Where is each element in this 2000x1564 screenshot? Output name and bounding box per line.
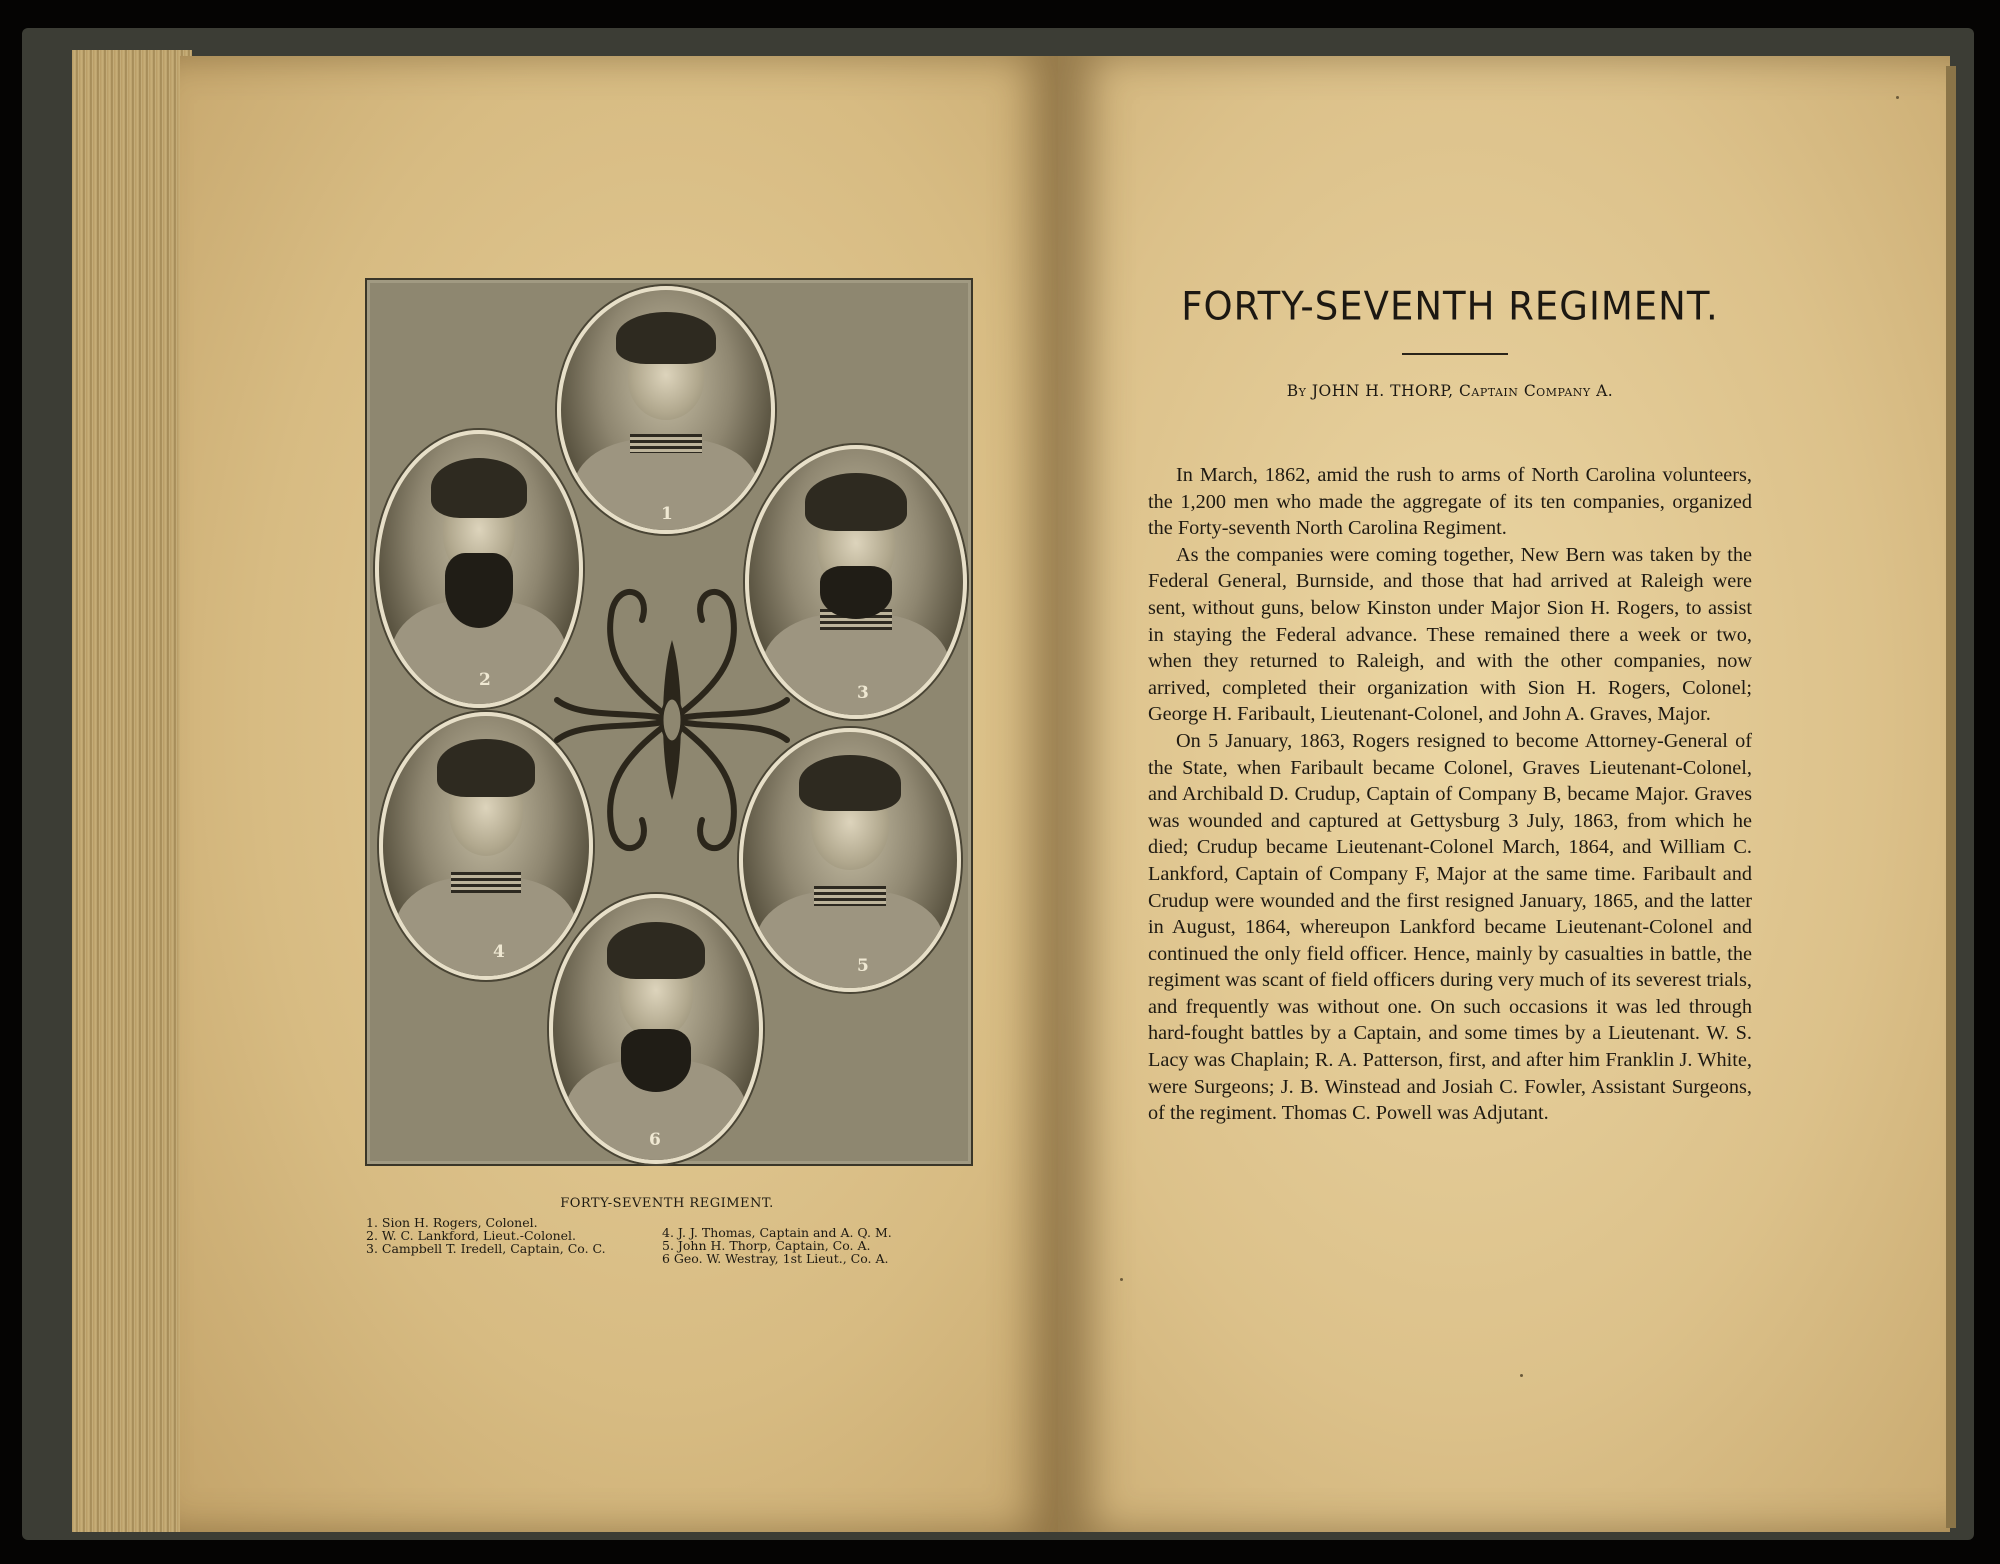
- portrait-plate: [365, 278, 973, 1166]
- portrait-number-2: 2: [479, 670, 491, 690]
- portrait-number-5: 5: [857, 956, 869, 976]
- portrait-number-3: 3: [857, 683, 869, 703]
- paper-speck: [1120, 1278, 1123, 1281]
- scroll-ornament: [542, 570, 802, 870]
- paragraph: On 5 January, 1863, Rogers resigned to become Attorney-General of the State, when Faribault became Colonel, Graves Lieutenant-Colonel, and Archibald D. Crudup, Captain of Company B, became Major. Graves was wounded and captured at Gettysburg 3 July, 1863, from which he died; Crudup became Lieutenant-Colonel March, 1864, and William C. Lankford, Captain of Company F, Major at the same time. Faribault and Crudup were wounded and the first resigned January, 1865, and the latter in August, 1864, whereupon Lankford became Lieutenant-Colonel and continued the only field officer. Hence, mainly by casualties in battle, the regiment was scant of field officers during very much of its severest trials, and frequently was without one. On such occasions it was led through hard-fought battles by a Captain, and some times by a Lieutenant. W. S. Lacy was Chaplain; R. A. Patterson, first, and after him Franklin J. White, were Surgeons; J. B. Winstead and Josiah C. Fowler, Assistant Surgeons, of the regiment. Thomas C. Powell was Adjutant.: [1148, 729, 1752, 1125]
- title-rule: [1402, 353, 1508, 355]
- portrait-number-1: 1: [661, 504, 673, 524]
- right-page-edge: [1946, 66, 1956, 1528]
- paper-speck: [1896, 96, 1899, 99]
- paper-speck: [1520, 1374, 1523, 1377]
- byline-role: Captain Company A.: [1459, 382, 1614, 400]
- legend-entry: 5. John H. Thorp, Captain, Co. A.: [662, 1238, 871, 1253]
- legend-entry: 3. Campbell T. Iredell, Captain, Co. C.: [366, 1241, 606, 1256]
- body-text: [1148, 462, 1752, 1127]
- legend-entry: 1. Sion H. Rogers, Colonel.: [366, 1215, 538, 1230]
- legend-entry: 2. W. C. Lankford, Lieut.-Colonel.: [366, 1228, 577, 1243]
- portrait-6: [549, 894, 763, 1164]
- portrait-number-6: 6: [649, 1130, 661, 1150]
- plate-legend-right: [662, 1226, 892, 1265]
- chapter-title: FORTY-SEVENTH REGIMENT.: [1181, 283, 1719, 330]
- byline: [1140, 382, 1760, 400]
- byline-author: JOHN H. THORP,: [1311, 382, 1454, 400]
- byline-by: By: [1286, 382, 1307, 400]
- paragraph: In March, 1862, amid the rush to arms of North Carolina volunteers, the 1,200 men who made the aggregate of its ten companies, organized the Forty-seventh North Carolina Regiment.: [1148, 464, 1752, 540]
- plate-caption-title: FORTY-SEVENTH REGIMENT.: [560, 1196, 774, 1211]
- legend-entry: 4. J. J. Thomas, Captain and A. Q. M.: [662, 1225, 892, 1240]
- plate-legend-left: [366, 1216, 606, 1255]
- legend-entry: 6 Geo. W. Westray, 1st Lieut., Co. A.: [662, 1251, 889, 1266]
- paragraph: As the companies were coming together, New Bern was taken by the Federal General, Burnside, and those that had arrived at Raleigh were sent, without guns, below Kinston under Major Sion H. Rogers, to assist in staying the Federal advance. These remained there a week or two, when they returned to Raleigh, and with the other companies, now arrived, completed their organization with Sion H. Rogers, Colonel; George H. Faribault, Lieutenant-Colonel, and John A. Graves, Major.: [1148, 543, 1752, 726]
- portrait-1: [557, 286, 775, 534]
- page-edges: [72, 50, 192, 1532]
- portrait-number-4: 4: [493, 942, 505, 962]
